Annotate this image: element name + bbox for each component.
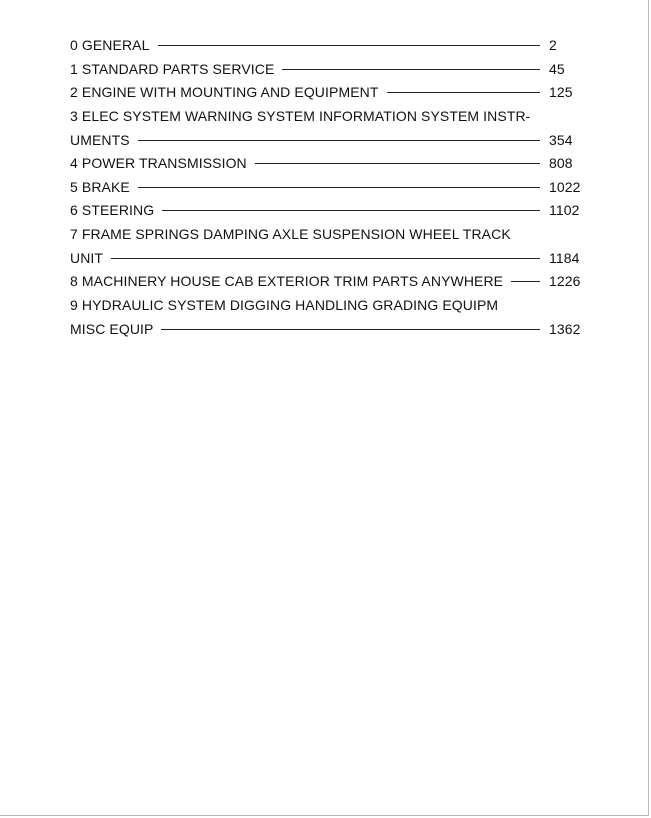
toc-entry-title-continuation: UNIT <box>70 249 104 266</box>
toc-leader-line <box>161 329 540 330</box>
toc-entry-title: 3 ELEC SYSTEM WARNING SYSTEM INFORMATION SYSTEM INSTR- <box>70 107 531 124</box>
toc-leader-line <box>511 281 540 282</box>
toc-entry-brake[interactable] <box>70 175 580 199</box>
toc-page-number: 45 <box>549 60 565 77</box>
toc-leader-line <box>111 258 540 259</box>
toc-leader-line <box>162 210 540 211</box>
toc-entry-title-continuation: MISC EQUIP <box>70 320 154 337</box>
toc-entry-title: 7 FRAME SPRINGS DAMPING AXLE SUSPENSION WHEEL TRACK <box>70 225 511 242</box>
toc-page-number: 1102 <box>549 202 580 218</box>
toc-entry-title: 0 GENERAL <box>70 37 150 53</box>
toc-page-number: 1184 <box>549 249 580 266</box>
toc-leader-line <box>282 69 540 70</box>
toc-entry-elec-system[interactable] <box>70 104 580 152</box>
toc-entry-standard-parts-service[interactable] <box>70 57 580 81</box>
toc-entry-title: 8 MACHINERY HOUSE CAB EXTERIOR TRIM PARTS ANYWHERE <box>70 273 504 289</box>
toc-entry-general[interactable] <box>70 33 580 57</box>
toc-page-number: 1022 <box>549 178 581 195</box>
toc-entry-title: 5 BRAKE <box>70 178 130 195</box>
toc-leader-line <box>138 140 540 141</box>
toc-page-number: 1226 <box>549 273 581 289</box>
toc-page-number: 2 <box>549 37 557 53</box>
toc-leader-line <box>255 163 540 164</box>
toc-entry-frame-springs[interactable] <box>70 222 580 270</box>
toc-page-number: 1362 <box>549 320 581 337</box>
toc-entry-title: 2 ENGINE WITH MOUNTING AND EQUIPMENT <box>70 84 379 100</box>
toc-entry-title: 1 STANDARD PARTS SERVICE <box>70 60 275 77</box>
toc-leader-line <box>387 92 540 93</box>
table-of-contents <box>70 33 580 340</box>
toc-entry-hydraulic-system[interactable] <box>70 293 580 341</box>
toc-entry-title: 6 STEERING <box>70 202 155 218</box>
toc-leader-line <box>158 45 541 46</box>
toc-entry-title: 4 POWER TRANSMISSION <box>70 155 247 171</box>
toc-page-number: 354 <box>549 131 573 148</box>
toc-page-number: 808 <box>549 155 573 171</box>
toc-entry-title-continuation: UMENTS <box>70 131 130 148</box>
toc-entry-steering[interactable] <box>70 198 580 222</box>
toc-entry-title: 9 HYDRAULIC SYSTEM DIGGING HANDLING GRADING EQUIPM <box>70 296 499 313</box>
toc-entry-power-transmission[interactable] <box>70 151 580 175</box>
toc-leader-line <box>138 187 540 188</box>
toc-entry-engine[interactable] <box>70 80 580 104</box>
toc-entry-machinery-house[interactable] <box>70 269 580 293</box>
toc-page-number: 125 <box>549 84 573 100</box>
